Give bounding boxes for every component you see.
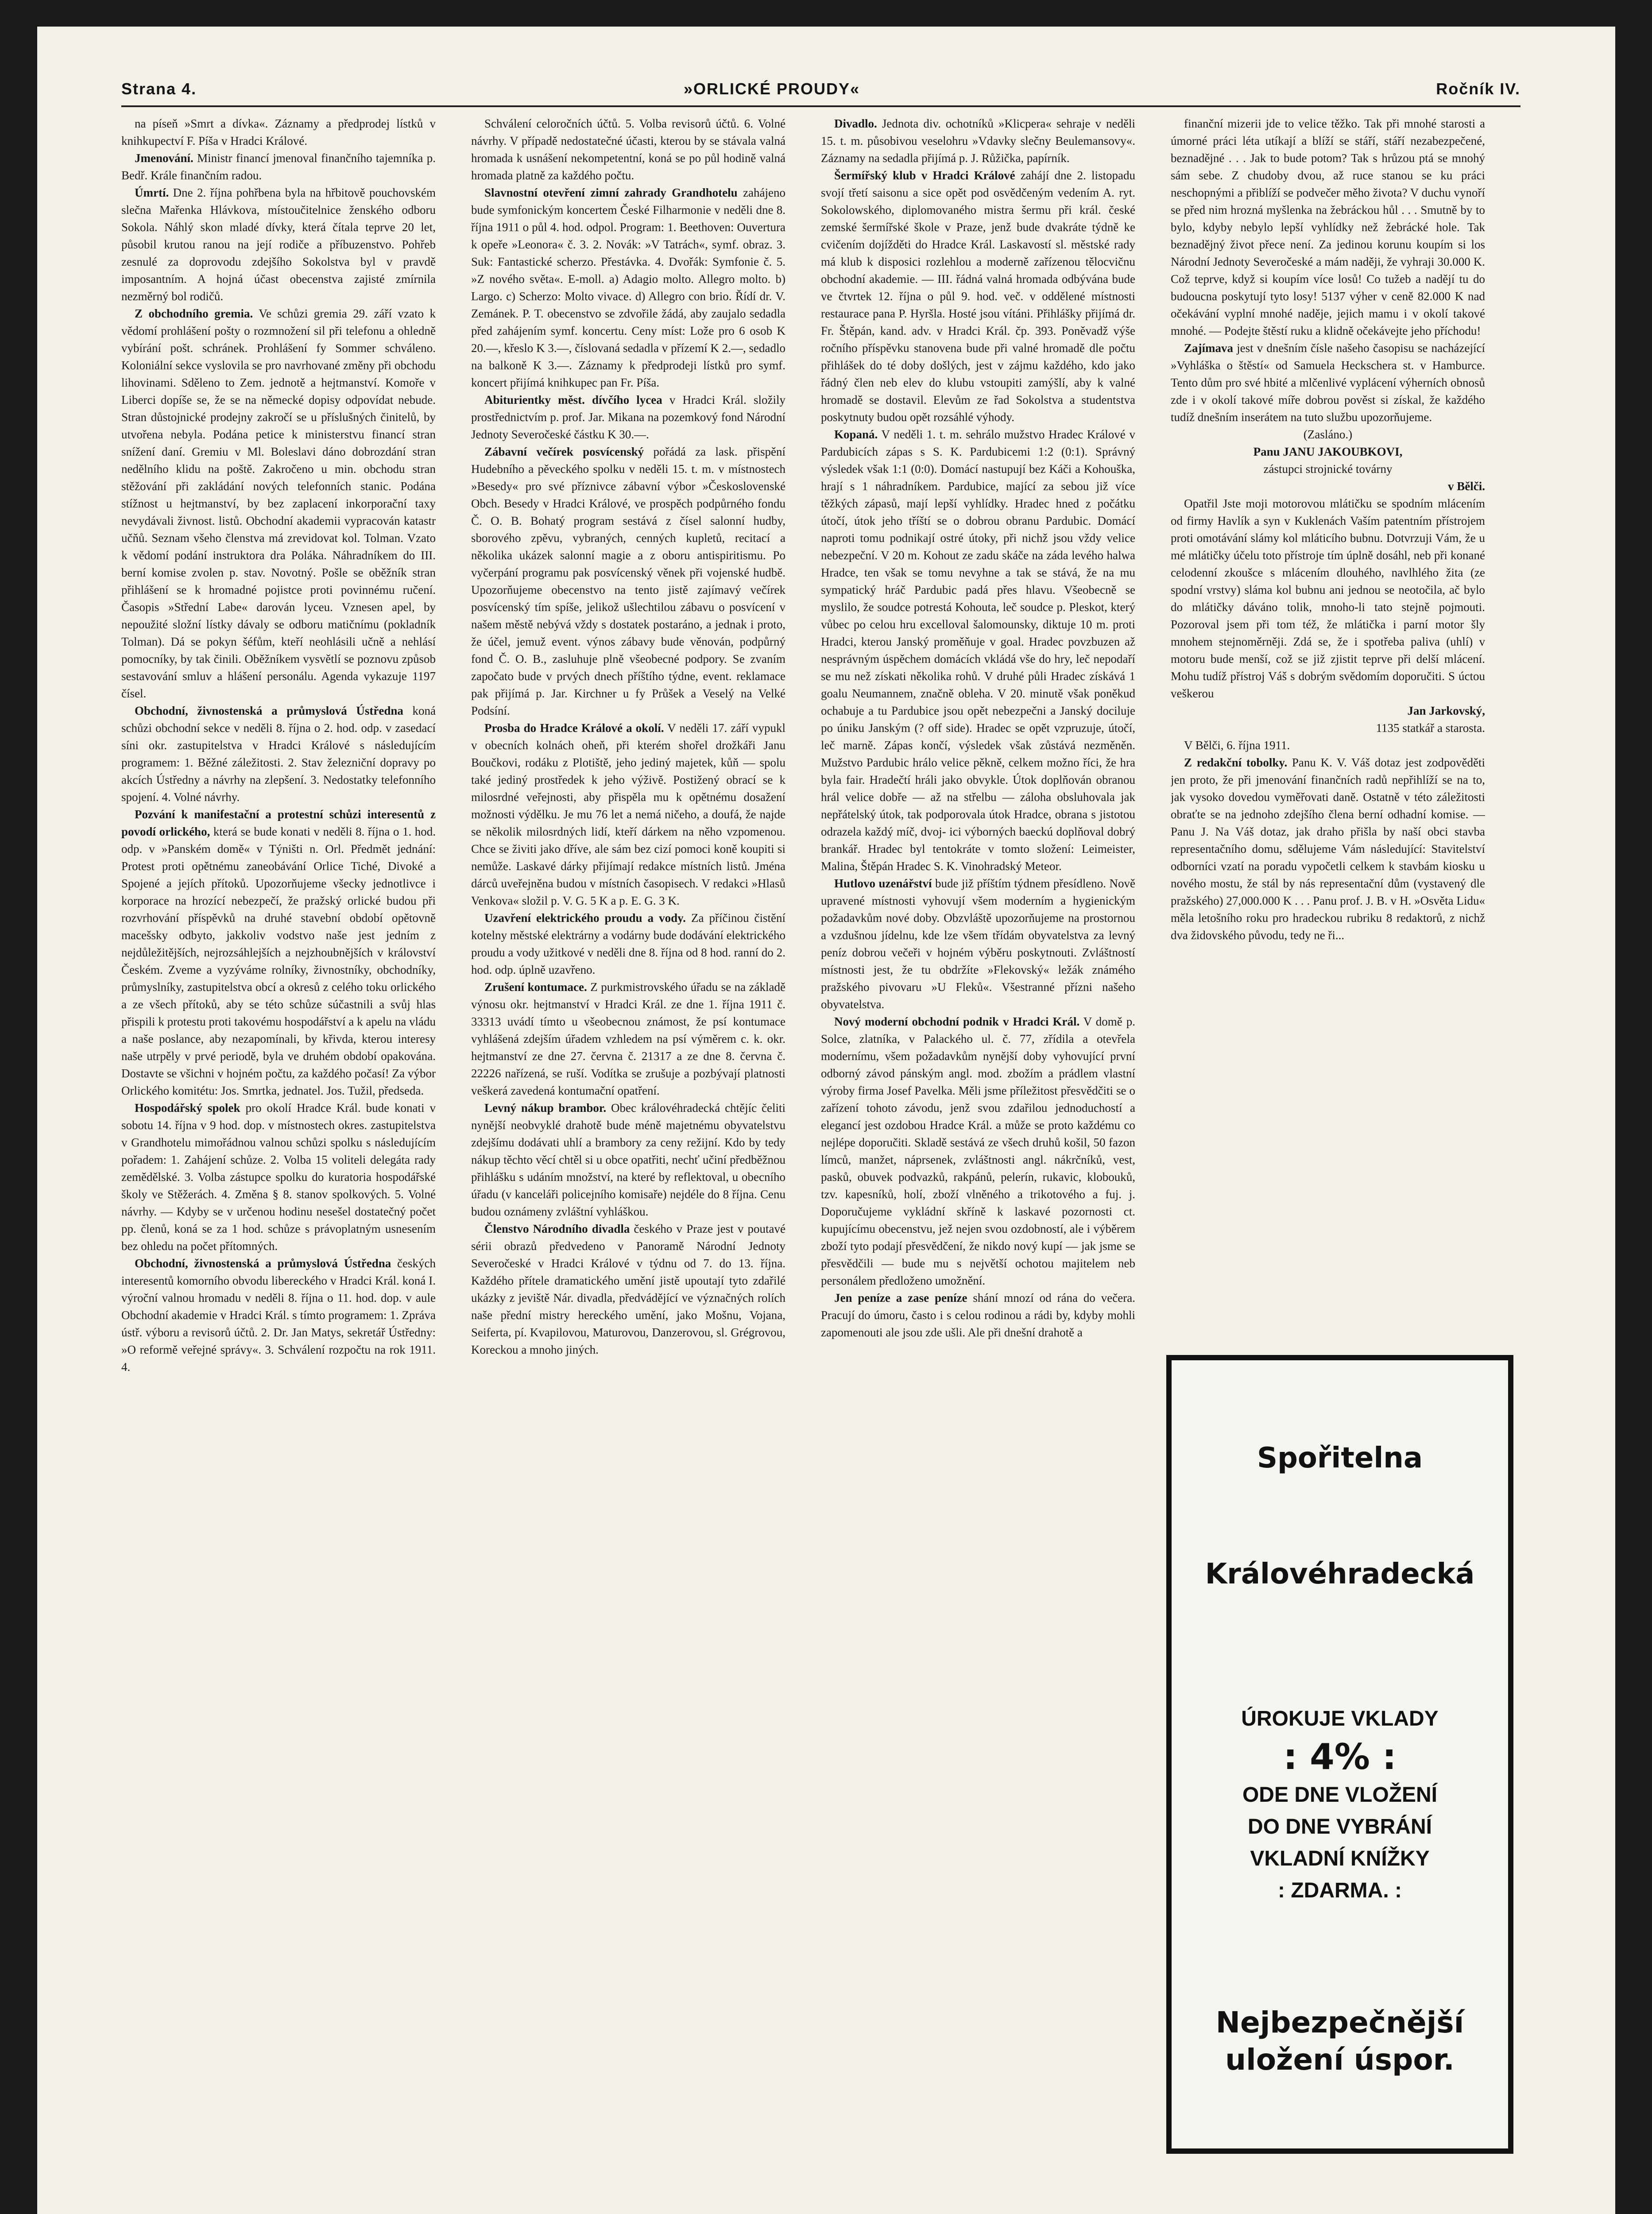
article-paragraph	[471, 391, 785, 443]
newspaper-page	[37, 27, 1615, 2214]
article-paragraph	[471, 1220, 785, 1359]
article-heading: Abiturientky měst. dívčího lycea	[484, 393, 662, 406]
article-body: Ve schůzi gremia 29. září vzato k vědomí prohlášení pošty o rozmnožení sil při telefonu a ohledně vybírání pošt. schránek. Prohlášení fy Sommer schváleno. Koloniální sekce vyslovila se pro navrhované změny při obchodu lihovinami. Sděleno to Zem. jednotě a hejtmanství. Komoře v Liberci dopíše se, že se na německé dopisy odpovídat nebude. Stran důstojnické prodejny zakročí se u příslušných činitelů, by utvořena nebyla. Podána petice k ministerstvu financí stran snížení daní. Gremiu v Ml. Boleslavi dáno dobrozdání stran nedělního klidu na poště. Zakročeno u min. obchodu stran stěžování při zakládání nových telefonních stanic. Podána stížnost u hejtmanství, by bez zaplacení inkorporační taxy nevydávali živnost. listů. Obchodní akademii vypracován katastr učňů. Seznam všeho členstva má zrevidovat kol. Tolman. Vzato k vědomí podání instruktora dra Poláka. Náhradníkem do III. berní komise zvolen p. stav. Novotný. Pošle se oběžník stran přihlášení se k hromadné pojistce proti povinnému ručení. Časopis »Střední Labe« darován lyceu. Vznesen apel, by nepoužité složní lístky dávaly se odboru matičnímu (pokladník Tolman). Dá se pokyn šéfům, kteří neohlásili učně a nehlásí pomocníky, by tak činili. Oběžníkem vysvětlí se poznovu způsob sestavování smluv a hlášení personálu. Agenda vykazuje 1197 čísel.	[121, 307, 436, 700]
article-body: 1135 statkář a starosta.	[1376, 721, 1485, 735]
article-heading: Hospodářský spolek	[135, 1101, 240, 1115]
article-paragraph	[121, 1099, 436, 1255]
article-body: zahájeno bude symfonickým koncertem České Filharmonie v neděli dne 8. října 1911 o půl 4. hod. odpol. Program: 1. Beethoven: Ouvertura k opeře »Leonora« č. 3. 2. Novák: »V Tatrách«, symf. obraz. 3. Suk: Fantastické scherzo. Přestávka. 4. Dvořák: Symfonie č. 5. »Z nového světa«. E-moll. a) Adagio molto. Allegro molto. b) Largo. c) Scherzo: Molto vivace. d) Allegro con brio. Řídí dr. V. Zemánek. P. T. obecenstvo se zdvořile žádá, aby zaujalo sedadla před zahájením symf. koncertu. Ceny míst: Lože pro 6 osob K 20.—, křeslo K 3.—, číslovaná sedadla v přízemí K 2.—, sedadlo na balkoně K 3.—. Záznamy k předprodeji lístků pro symf. koncert přijímá knihkupec pan Fr. Píša.	[471, 186, 785, 389]
article-heading: Panu JANU JAKOUBKOVI,	[1253, 445, 1403, 458]
article-paragraph	[471, 115, 785, 184]
article-heading: Jmenování.	[135, 151, 193, 165]
article-paragraph	[121, 150, 436, 184]
article-heading: Obchodní, živnostenská a průmyslová Ústředna	[135, 704, 403, 717]
article-body: jest v dnešním čísle našeho časopisu se nacházející »Vyhláška o štěstí« od Samuela Heckschera st. v Hamburce. Tento dům pro své hbité a mlčenlivé vyplácení výherních obnosů zde i v okolí takové míře dobrou pověst si získal, že každého tudíž dnešním inserátem na tuto službu upozorňujeme.	[1171, 341, 1485, 424]
article-paragraph	[471, 443, 785, 720]
article-paragraph	[471, 184, 785, 391]
article-heading: v Bělči.	[1448, 480, 1485, 493]
ad-line-5: : ZDARMA. :	[1278, 1879, 1402, 1902]
article-body: která se bude konati v neděli 8. října o 1. hod. odp. v »Panském domě« v Týništi n. Orl. Předmět jednání: Protest proti opětnému zaneobávání Orlice Tiché, Divoké a Spojené a jejích přítoků. Upozorňujeme všecky jednotlivce i korporace na hrozící nebezpečí, že pražský orlické budou při rozvrhování příspěvků na druhé stavební období opětovně macešsky odbyto, jakkoliv vodstvo naše jest jedním z nejdůležitějších, nejrozsáhlejších a nejzhoubnějších v království Českém. Zveme a vyzýváme rolníky, živnostníky, obchodníky, průmyslníky, zastupitelstva obcí a okresů z celého toku orlického a ze všech přítoků, aby se této schůze súčastnili a svůj hlas přispili k protestu proti takovému hospodářství a k apelu na vládu a naše poslance, aby nezapomínali, by křivda, kterou interesy naše utrpěly v prvé periodě, byla ve druhém období opakována. Dostavte se všichni v hojném počtu, za každého počasí! Za výbor Orlického komitétu: Jos. Smrtka, jednatel. Jos. Tužil, předseda.	[121, 825, 436, 1097]
article-body: V domě p. Solce, zlatníka, v Palackého ul. č. 77, zřídila a otevřela modernímu, všem požadavkům nynější doby vyhovující první odborný závod pánským angl. mod. zbožím a prádlem vlastní výroby firma Josef Pavelka. Měli jsme příležitost přesvědčiti se o zařízení tohoto závodu, jenž svou zdařilou jednoduchostí a elegancí jest ozdobou Hradce Král. a může se proto každému co nejlépe doporučiti. Skladě sestává ze všech druhů košil, 50 fazon límců, manžet, náprsenek, zvláštnosti angl. nákrčníků, vest, pasků, obuvek podvazků, rakpánů, pelerín, rukavic, klobouků, tzv. kapesníků, holí, zboží vlněného a trikotového a fuj. j. Doporučujeme vykládní skříně k laskavé pozornosti ct. kupujícímu obecenstvu, jež nejen svou ozdobností, ale i výběrem zboží tyto podají přesvědčení, že nikdo nový kupí — jak jsme se přesvědčili — bude mu s největší ochotou majitelem neb personálem předloženo umožnění.	[821, 1015, 1135, 1287]
article-paragraph	[121, 305, 436, 702]
article-heading: Úmrtí.	[135, 186, 169, 199]
ad-line-2: ODE DNE VLOŽENÍ	[1242, 1783, 1438, 1807]
article-paragraph	[1171, 737, 1485, 754]
ad-line-3: DO DNE VYBRÁNÍ	[1247, 1815, 1432, 1839]
ad-line-1: ÚROKUJE VKLADY	[1241, 1707, 1439, 1730]
article-paragraph	[121, 1255, 436, 1376]
article-body: V neděli 17. září vypukl v obecních kolnách oheň, při kterém shořel drožkáři Janu Boučkovi, rodáku z Plotiště, jeho jediný majetek, kůň — spolu také jediný prostředek k jeho výživě. Postižený obrací se k milosrdné veřejnosti, aby přispěla mu k opětnému dosažení možnosti výdělku. Je mu 76 let a nemá ničeho, a doufá, že najde se několik milosrdných lidí, kteří dárkem na něho vzpomenou. Chce se živiti jako dříve, ale sám bez cizí pomoci koně koupiti si nemůže. Laskavé dárky přijímají redakce místních listů. Jména dárců uveřejněna budou v místních časopisech. V redakci »Hlasů Venkova« složil p. V. G. 5 K a p. E. G. 3 K.	[471, 721, 785, 907]
article-body: v Hradci Král. složily prostřednictvím p. prof. Jar. Mikana na pozemkový fond Národní Jednoty Severočeské částku K 30.—.	[471, 393, 785, 441]
article-body: Panu K. V. Váš dotaz jest zodpověděti jen proto, že při jmenování finančních radů nepřihlíží se na to, jak vysoko dovedou vyměřovati daně. Ostatně v této záležitosti obraťte se na jednoho zdejšího člena berní odhadní komise. — Panu J. Na Váš dotaz, jak draho přišla by naší obci stavba representačního domu, sdělujeme Vám následující: Stavitelství odborníci vzatí na poradu vypočetli celkem k stavbám kiosku u nového mostu, že stál by nás representační dům (vystavený dle pražského) 27,000.000 K . . . Panu prof. J. B. v H. »Osvěta Lidu« měla letošního roku pro hradeckou rubriku 8 redaktorů, z nichž dva židovského původu, tedy ne ři...	[1171, 756, 1485, 942]
article-body: koná schůzi obchodní sekce v neděli 8. října o 2. hod. odp. v zasedací síni okr. zastupitelstva v Hradci Králové s následujícím programem: 1. Běžné záležitosti. 2. Stav železniční dopravy po akcích Ústředny a návrhy na zlepšení. 3. Nedostatky telefonního spojení. 4. Volné návrhy.	[121, 704, 436, 804]
article-paragraph	[471, 1099, 785, 1220]
article-paragraph	[821, 426, 1135, 875]
article-paragraph	[1171, 495, 1485, 702]
article-paragraph	[471, 910, 785, 979]
ad-line-4: VKLADNÍ KNÍŽKY	[1250, 1847, 1430, 1870]
savings-bank-advert	[1166, 1355, 1513, 2154]
article-paragraph	[1171, 443, 1485, 461]
article-paragraph	[1171, 478, 1485, 495]
article-body: Jednota div. ochotníků »Klicpera« sehraje v neděli 15. t. m. působivou veselohru »Vdavky slečny Beulemansovy«. Záznamy na sedadla přijímá p. J. Růžička, papírník.	[821, 117, 1135, 165]
article-body: zahájí dne 2. listopadu svojí třetí saisonu a sice opět pod osvědčeným vedením A. ryt. Sokolowského, diplomovaného mistra šermu při král. české zemské šermířské škole v Praze, jenž bude dvakráte týdně ke cvičením dojížděti do Hradce Král. Laskavostí sl. městské rady má klub k disposici rozlehlou a moderně zařízenou tělocvičnu obchodní akademie. — III. řádná valná hromada odbývána bude ve čtvrtek 12. října o půl 9. hod. več. v oddělené místnosti restaurace pana P. Hyršla. Hosté jsou vítáni. Přihlášky přijímá dr. Fr. Štěpán, kand. adv. v Hradci Král. čp. 393. Poněvadž výše ročního příspěvku stanovena bude při valné hromadě dle počtu přihlášek do té doby došlých, jest v zájmu každého, kdo jako řádný člen neb elev do klubu vstoupiti zamýšlí, aby k valné hromadě se dostavil. Elevům ze řad Sokolstva a studentstva poskytnuty budou opět rozsáhlé výhody.	[821, 169, 1135, 424]
article-body: bude již příštím týdnem přesídleno. Nově upravené místnosti vyhovují všem moderním a hygienickým požadavkům nové doby. Obzvláště upozorňujeme na prostornou a vzdušnou jídelnu, kde lze všem třídám obyvatelstva za levný peníz dobrou večeři v hojném výběru poskytnouti. Zvláštností místnosti jest, že tu obdržíte »Flekovský« ležák známého pražského pivovaru »U Fleků«. Všestranné přízni našeho obyvatelstva.	[821, 877, 1135, 1011]
article-heading: Hutlovo uzenářství	[834, 877, 932, 890]
column-2	[471, 115, 785, 2214]
article-paragraph	[821, 1289, 1135, 1341]
article-body: Opatřil Jste moji motorovou mlátičku se spodním mlácením od firmy Havlík a syn v Kuklenách Vaším patentním přístrojem proti omotávání slámy kol mláticího bubnu. Dotvrzuji Vám, že u mé mlátičky účelu toto přístroje tím úplně dosáhl, neb při konané celodenní zkoušce s mlácením dlouhého, navlhlého žita (ze spodní vrstvy) sláma kol bubnu ani jednou se neotočila, ač bylo do mlátičky dáváno tolik, mnoho-li tato stejně pojmouti. Pozoroval jsem při tom též, že mlátička i parní motor šly mnohem stejnoměrněji. Zdá se, že i spotřeba paliva (uhlí) v motoru bude menší, což se již zjistit teprve při delší mlácení. Mohu tudíž přístroj Váš s dobrým svědomím doporučiti. S úctou veškerou	[1171, 497, 1485, 700]
article-body: českého v Praze jest v poutavé sérii obrazů předvedeno v Panoramě Národní Jednoty Severočeské v Hradci Králové v týdnu od 7. do 13. října. Každého přítele dramatického umění jistě upoutají tyto zdařilé ukázky z jeviště Nár. divadla, předvádějící ve význačných rolích naše přední mistry hereckého umění, jako Mošnu, Vojana, Seiferta, pí. Kvapilovou, Maturovou, Danzerovou, sl. Grégrovou, Koreckou a mnoho jiných.	[471, 1222, 785, 1356]
article-paragraph	[471, 720, 785, 910]
article-heading: Nový moderní obchodní podnik v Hradci Král.	[834, 1015, 1080, 1028]
article-heading: Divadlo.	[834, 117, 877, 130]
article-body: Za příčinou čistění kotelny městské elektrárny a vodárny bude dodávání elektrického proudu a vody užitkové v neděli dne 8. října od 8 hod. ranní do 2. hod. odp. úplně uzavřeno.	[471, 911, 785, 976]
article-heading: Z redakční tobolky.	[1184, 756, 1288, 769]
ad-slogan-2: uložení úspor.	[1225, 2043, 1455, 2077]
article-heading: Členstvo Národního divadla	[484, 1222, 630, 1235]
article-heading: Pozvání k manifestační a protestní schůzi interesentů z povodí orlického,	[121, 808, 436, 838]
article-body: pořádá za lask. přispění Hudebního a pěveckého spolku v neděli 15. t. m. v místnostech »Besedy« pro své příznivce zábavní výbor »Československé Obch. Besedy v Hradci Králové, ve prospěch podpůrného fondu Č. O. B. Bohatý program sestává z čísel salonní hudby, sborového zpěvu, vybraných, cenných kupletů, recitací a několika ukázek salonní magie a z oboru antispiritismu. Po vyčerpání programu pak posvícenský věnek při vojenské hudbě. Upozorňujeme obecenstvo na tento jistě zajímavý večírek posvícenský tím spíše, jelikož ušlechtilou zábavu o posvícení v našem městě nebývá vždy s dostatek postaráno, a jednak i proto, že účel, jemuž event. výnos zábavy bude věnován, podpůrný fond Č. O. B., zasluhuje plně všeobecné podpory. Se zvaním započato bude v prvých dnech příštího týdne, event. reklamace pak přijímá p. Jar. Kirchner u fy Průšek a Veselý na Velké Podsíní.	[471, 445, 785, 717]
article-body: Ministr financí jmenoval finančního tajemníka p. Bedř. Krále finančním radou.	[121, 151, 436, 182]
article-heading: Zábavní večírek posvícenský	[484, 445, 644, 458]
article-body: českých interesentů komorního obvodu libereckého v Hradci Král. koná I. výroční valnou hromadu v neděli 8. října o 11. hod. dop. v aule Obchodní akademie v Hradci Král. s tímto programem: 1. Zpráva ústř. výboru a revisorů účtů. 2. Dr. Jan Matys, sekretář Ústředny: »O reformě veřejné správy«. 3. Schválení rozpočtu na rok 1911. 4.	[121, 1257, 436, 1374]
article-paragraph	[821, 115, 1135, 167]
article-body: (Zasláno.)	[1303, 428, 1353, 441]
ad-rate: : 4% :	[1283, 1736, 1397, 1777]
article-body: Z purkmistrovského úřadu se na základě výnosu okr. hejtmanství v Hradci Král. ze dne 1. října 1911 č. 33313 uvádí tímto u všeobecnou známost, že psí kontumace vyhlášená zdejším úřadem vzhledem na psí výměrem c. k. okr. hejtmanství ze dne 27. června č. 21317 a ze dne 8. června č. 22226 nařízená, se ruší. Vodítka se zrušuje a pozbývají platnosti veškerá zavedená kontumační opatření.	[471, 980, 785, 1097]
article-body: pro okolí Hradce Král. bude konati v sobotu 14. října v 9 hod. dop. v místnostech okres. zastupitelstva v Grandhotelu mimořádnou valnou schůzi spolku s následujícím pořadem: 1. Zahájení schůze. 2. Volba 15 voliteli delegáta rady zemědělské. 3. Volba zástupce spolku do kuratoria hospodářské školy ve Stěžerách. 4. Změna § 8. stanov spolkových. 5. Volné návrhy. — Kdyby se v určenou hodinu nesešel dostatečný počet pp. členů, koná se za 1 hod. schůze s právoplatným usnesením bez ohledu na počet přítomných.	[121, 1101, 436, 1253]
page-number: Strana 4.	[121, 80, 197, 98]
article-heading: Prosba do Hradce Králové a okolí.	[484, 721, 664, 735]
article-paragraph	[121, 115, 436, 150]
article-body: na píseň »Smrt a dívka«. Záznamy a předprodej lístků v knihkupectví F. Píša v Hradci Králové.	[121, 117, 436, 147]
article-paragraph	[821, 1013, 1135, 1289]
ad-slogan-1: Nejbezpečnější	[1215, 2005, 1464, 2040]
article-heading: Kopaná.	[834, 428, 878, 441]
article-heading: Uzavření elektrického proudu a vody.	[484, 911, 686, 925]
article-paragraph	[121, 806, 436, 1099]
article-body: zástupci strojnické továrny	[1263, 462, 1393, 476]
article-paragraph	[1171, 754, 1485, 944]
article-heading: Z obchodního gremia.	[135, 307, 253, 320]
article-heading: Zrušení kontumace.	[484, 980, 587, 994]
column-4	[1171, 115, 1485, 1320]
article-paragraph	[821, 167, 1135, 426]
article-paragraph	[1171, 115, 1485, 340]
article-body: Dne 2. října pohřbena byla na hřbitově pouchovském slečna Mařenka Hlávkova, místoučitelnice ženského odboru Sokola. Náhlý skon mladé dívky, která čítala teprve 20 let, působil krutou ranou na její rodiče a příbuzenstvo. Pohřeb zesnulé za doprovodu zdejšího Sokolstva byl v pravdě imposantním. A hojná účast obecenstva zajisté zmírnila nezměrný bol rodičů.	[121, 186, 436, 303]
article-paragraph	[1171, 461, 1485, 478]
article-heading: Šermířský klub v Hradci Králové	[834, 169, 1015, 182]
article-heading: Jan Jarkovský,	[1407, 704, 1485, 717]
column-3	[821, 115, 1135, 2214]
article-paragraph	[121, 702, 436, 806]
article-body: V Bělči, 6. října 1911.	[1184, 739, 1290, 752]
article-paragraph	[1171, 702, 1485, 720]
ad-title-2: Královéhradecká	[1205, 1558, 1475, 1591]
article-paragraph	[1171, 720, 1485, 737]
ad-title-1: Spořitelna	[1257, 1442, 1423, 1475]
newspaper-title: »ORLICKÉ PROUDY«	[684, 80, 860, 98]
article-body: V neděli 1. t. m. sehrálo mužstvo Hradec Králové v Pardubicích zápas s S. K. Pardubicemi 1:2 (0:1). Správný výsledek však 1:1 (0:0). Domácí nastupují bez Káči a Kohouška, hrají s 1 náhradníkem. Pardubice, mající za sebou již více těžkých zápasů, mají lepší vyhlídky. Hradec hned z počátku útočí, útok jeho tříští se o dobrou obranu Pardubic. Domácí naproti tomu podnikají ostré útoky, při nichž jsou vždy velice nebezpeční. V 20 m. Kohout ze zadu skáče na záda levého halwa Hradce, ten však se tomu nevyhne a tak se stává, že na mu sympatický hráč Pardubic padá přes hlavu. Všeobecně se myslilo, že soudce potrestá Kohouta, leč soudce p. Pleskot, který vůbec po celou hru excelloval šalomounsky, diktuje 10 m. proti Hradci, kterou Janský proměňuje v goal. Hradec povzbuzen až nesprávným úspěchem domácích vkládá vše do hry, leč nepodaří se mu než získati několika rohů. V druhé půli Hradec získává 1 goalu Neumannem, značně obleha. V 20. minutě však poněkud ochabuje a tu Pardubice jsou opět nebezpečni a Janský dociluje po úniku Janským (? off side). Hradec se opět vzpruzuje, útočí, leč marně. Zápas končí, výsledek však zůstává nezměněn. Mužstvo Pardubic hrálo velice pěkně, celkem možno říci, že hra byla fair. Hradečtí hráli jako obvykle. Útok doplňován obranou hrál velice dobře — až na střelbu — záloha obsluhovala jak nepřátelský útok, tak podporovala útok Hradce, obrana s jistotou odrazela každý míč, dvoj- ici výborných baeckú doplňoval dobrý brankář. Hradec byl tentokráte v tomto složení: Leimeister, Malina, Štěpán Hradec S. K. Vinohradský Meteor.	[821, 428, 1135, 873]
article-paragraph	[1171, 426, 1485, 443]
article-heading: Levný nákup brambor.	[484, 1101, 607, 1115]
header-rule	[121, 105, 1520, 107]
column-1	[121, 115, 436, 2214]
article-heading: Zajímava	[1184, 341, 1233, 355]
article-heading: Jen peníze a zase peníze	[834, 1291, 967, 1304]
page-header	[121, 80, 1520, 106]
article-body: finanční mizerii jde to velice těžko. Tak při mnohé starosti a úmorné práci léta utíkají a blíží se stáří, stáří nezabezpečené, beznadějné . . . Jak to bude potom? Tak s hrůzou ptá se mnohý sám sebe. Z chudoby dvou, až ruce stanou se ku práci neschopnými a přiblíží se podvečer měho života? V duchu vynoří se před nim hrozná myšlenka na žebráckou hůl . . . Smutně by to bylo, kdyby nebylo lepší vyhlídky než žebrácké hole. Tak beznadějný život přece není. Za jedinou korunu koupím si los Národní Jednoty Severočeské a mám naději, že vyhraji 30.000 K. Což teprve, když si koupím více losů! Co tužeb a nadějí tu do budoucna poskytují tyto losy! 5137 výher v ceně 82.000 K nad očekávání vyplní mnohé naděje, jejich mamu i v okolí takové mnohé. — Podejte štěstí ruku a klidně očekávejte jeho příchodu!	[1171, 117, 1485, 337]
article-heading: Obchodní, živnostenská a průmyslová Ústředna	[135, 1257, 391, 1270]
article-paragraph	[121, 184, 436, 305]
article-paragraph	[821, 875, 1135, 1013]
article-paragraph	[471, 979, 785, 1099]
article-body: Obec královéhradecká chtějíc čeliti nynější neobvyklé drahotě bude méně majetnému obyvatelstvu zdejšímu dodávati uhlí a brambory za ceny režijní. Kdo by tedy nákup těchto věcí chtěl si u obce opatřiti, nechť učiní předběžnou přihlášku s udáním množství, na které by reflektoval, u obecního úřadu (v kanceláři policejního komisaře) nejdéle do 8 října. Cenu budou oznámeny zvláštní vyhláškou.	[471, 1101, 785, 1218]
article-body: Schválení celoročních účtů. 5. Volba revisorů účtů. 6. Volné návrhy. V případě nedostatečné účasti, kterou by se stávala valná hromada k usnášení nekompetentní, koná se po půl hodině valná hromada platně za každého počtu.	[471, 117, 785, 182]
article-paragraph	[1171, 340, 1485, 426]
article-body: shání mnozí od rána do večera. Pracují do úmoru, často i s celou rodinou a rádi by, kdyby mohli zapomenouti ale jsou zde ušli. Ale při dnešní drahotě a	[821, 1291, 1135, 1339]
article-heading: Slavnostní otevření zimní zahrady Grandhotelu	[484, 186, 738, 199]
volume-label: Ročník IV.	[1436, 80, 1520, 98]
